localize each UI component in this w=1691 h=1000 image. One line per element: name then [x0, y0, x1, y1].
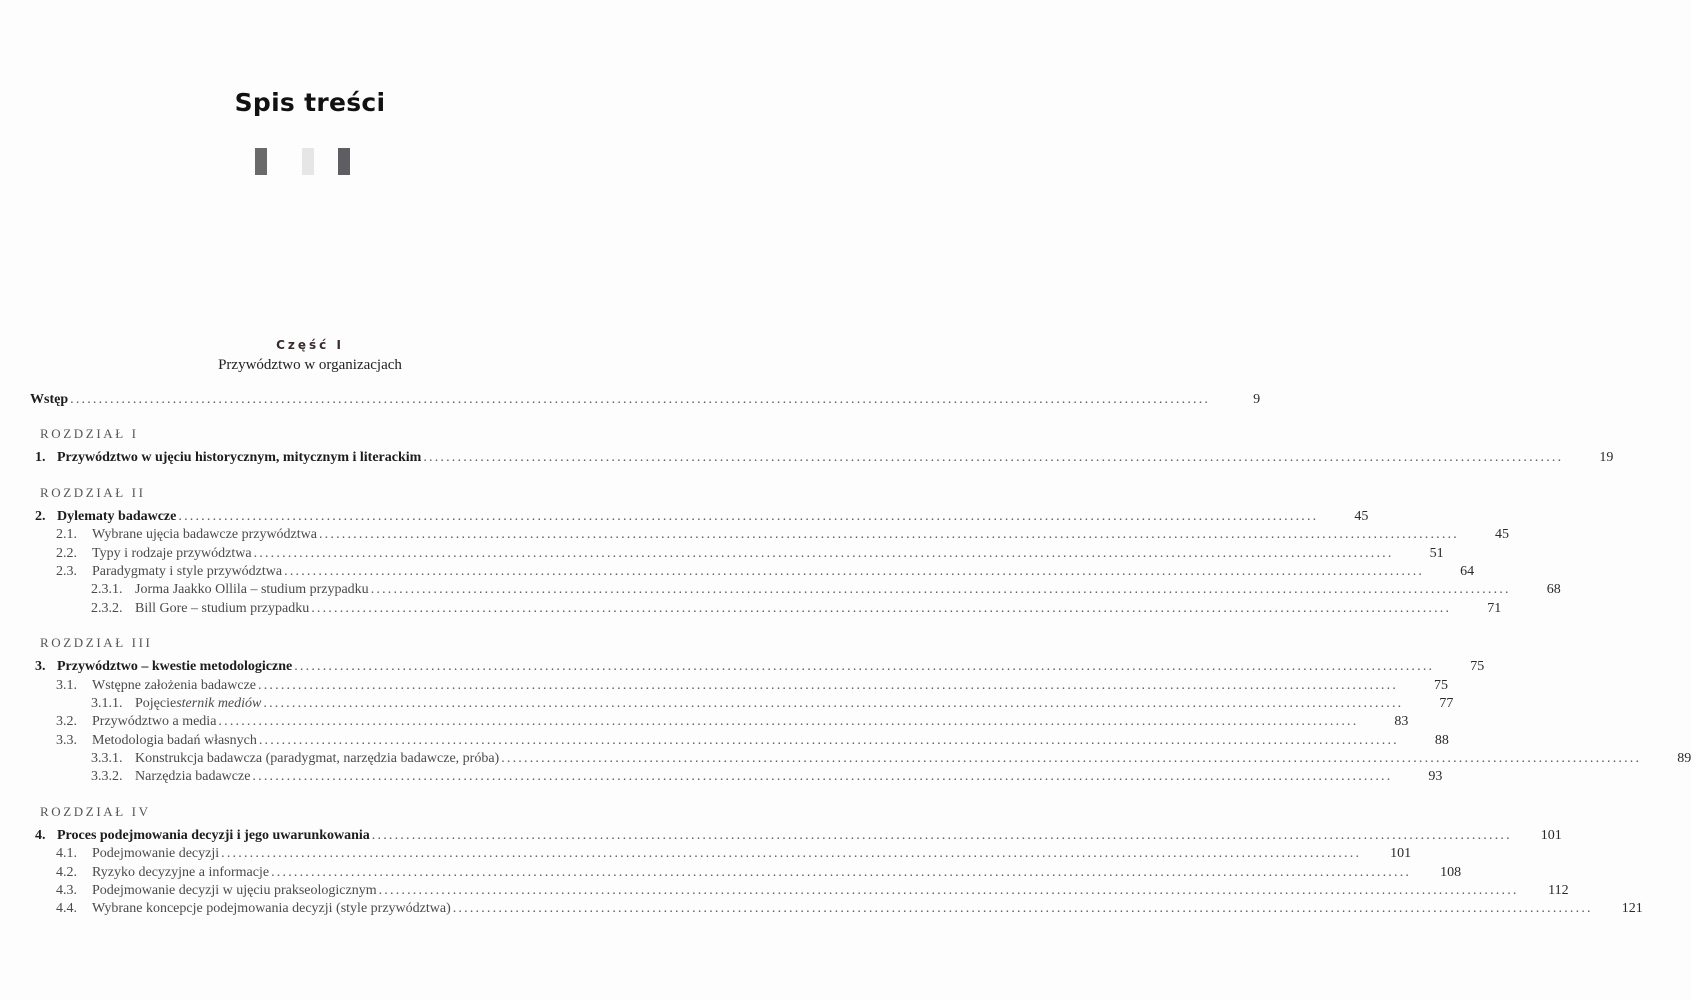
entry-title: Ryzyko decyzyjne a informacje [92, 864, 270, 880]
dot-leader: ........................................................................................................................................................................................................ [221, 846, 1362, 862]
entry-title: Jorma Jaakko Ollila – studium przypadku [135, 582, 369, 598]
chapter-heading: ROZDZIAŁ III [40, 635, 153, 651]
entry-number: 3.1. [56, 677, 77, 693]
entry-number: 2.2. [56, 545, 77, 561]
page-number: 93 [1428, 769, 1443, 785]
page-number: 101 [1540, 827, 1562, 843]
page-number: 112 [1548, 883, 1569, 899]
entry-number: 4. [35, 827, 46, 843]
dot-leader: ........................................................................................................................................................................................................ [271, 864, 1412, 880]
page-number: 68 [1546, 582, 1561, 598]
dot-leader: ........................................................................................................................................................................................................ [452, 901, 1593, 917]
entry-number: 3. [35, 659, 46, 675]
page-number: 108 [1440, 864, 1462, 880]
entry-number: 3.3.2. [91, 769, 123, 785]
page-number: 75 [1470, 659, 1485, 675]
toc-entry[interactable] [30, 563, 1475, 581]
dot-leader: ........................................................................................................................................................................................................ [501, 751, 1642, 767]
dot-leader: ........................................................................................................................................................................................................ [378, 883, 1519, 899]
dot-leader: ........................................................................................................................................................................................................ [258, 677, 1399, 693]
table-of-contents [30, 391, 1691, 919]
dot-leader: ........................................................................................................................................................................................................ [253, 545, 1394, 561]
entry-number: 3.3. [56, 732, 77, 748]
toc-entry[interactable] [30, 600, 1502, 618]
entry-number: 4.2. [56, 864, 77, 880]
entry-number: 2.1. [56, 527, 77, 543]
entry-title: Podejmowanie decyzji w ujęciu prakseologicznym [92, 883, 377, 899]
page-number: 83 [1394, 714, 1409, 730]
page-number: 121 [1621, 901, 1643, 917]
entry-title: Pojęcie [135, 695, 177, 711]
entry-number: 4.1. [56, 846, 77, 862]
dot-leader: ........................................................................................................................................................................................................ [311, 600, 1452, 616]
entry-title: Narzędzia badawcze [135, 769, 251, 785]
entry-title: Przywództwo a media [92, 714, 217, 730]
page-number: 9 [1253, 392, 1261, 407]
entry-title: Przywództwo w ujęciu historycznym, mitycznym i literackim [57, 450, 422, 466]
entry-title: Podejmowanie decyzji [92, 846, 220, 862]
dot-leader: ........................................................................................................................................................................................................ [284, 563, 1425, 579]
dot-leader: ........................................................................................................................................................................................................ [371, 827, 1512, 843]
entry-number: 2.3. [56, 563, 77, 579]
entry-title: Metodologia badań własnych [92, 732, 257, 748]
toc-entry[interactable] [30, 713, 1409, 731]
decorative-block [338, 148, 350, 175]
chapter-heading: ROZDZIAŁ I [40, 426, 139, 442]
dot-leader: ........................................................................................................................................................................................................ [370, 582, 1511, 598]
entry-title: Wybrane ujęcia badawcze przywództwa [92, 527, 317, 543]
entry-title: Konstrukcja badawcza (paradygmat, narzędzia badawcze, próba) [135, 751, 500, 767]
entry-title: Dylematy badawcze [57, 508, 177, 524]
entry-number: 3.2. [56, 714, 77, 730]
page-number: 89 [1677, 751, 1691, 767]
part-subtitle: Przywództwo w organizacjach [218, 357, 402, 373]
entry-number: 4.3. [56, 883, 77, 899]
page-number: 88 [1434, 732, 1449, 748]
toc-entry[interactable] [30, 750, 1691, 768]
entry-title: Wybrane koncepcje podejmowania decyzji (style przywództwa) [92, 901, 451, 917]
entry-number: 1. [35, 450, 46, 466]
toc-entry[interactable] [30, 508, 1369, 526]
dot-leader: ........................................................................................................................................................................................................ [263, 695, 1404, 711]
toc-entry[interactable] [30, 732, 1449, 750]
dot-leader: ........................................................................................................................................................................................................ [294, 659, 1435, 675]
dot-leader: ........................................................................................................................................................................................................ [252, 769, 1393, 785]
toc-entry[interactable] [30, 768, 1443, 786]
entry-number: 4.4. [56, 901, 77, 917]
page-number: 101 [1390, 846, 1412, 862]
page-title: Spis treści [234, 88, 386, 117]
decorative-block [255, 148, 267, 175]
page-number: 51 [1429, 545, 1444, 561]
toc-entry[interactable] [30, 864, 1462, 882]
toc-entry[interactable] [30, 658, 1485, 676]
part-label: Część I [276, 338, 344, 352]
entry-number: 2. [35, 508, 46, 524]
entry-number: 3.3.1. [91, 751, 123, 767]
page-number: 75 [1434, 677, 1449, 693]
dot-leader: ........................................................................................................................................................................................................ [423, 450, 1564, 466]
entry-title: Bill Gore – studium przypadku [135, 600, 310, 616]
entry-title: Paradygmaty i style przywództwa [92, 563, 283, 579]
dot-leader: ........................................................................................................................................................................................................ [258, 732, 1399, 748]
toc-entry[interactable] [30, 827, 1562, 845]
toc-entry[interactable] [30, 900, 1643, 918]
decorative-block [302, 148, 314, 175]
toc-entry-intro[interactable] [30, 391, 1261, 409]
page-number: 64 [1460, 563, 1475, 579]
entry-title: Wstępne założenia badawcze [92, 677, 257, 693]
toc-entry[interactable] [30, 449, 1614, 467]
toc-entry[interactable] [30, 882, 1569, 900]
chapter-heading: ROZDZIAŁ II [40, 484, 146, 500]
toc-entry[interactable] [30, 695, 1454, 713]
entry-title: Proces podejmowania decyzji i jego uwarunkowania [57, 827, 370, 843]
page-number: 45 [1494, 527, 1509, 543]
entry-number: 2.3.2. [91, 600, 123, 616]
toc-entry[interactable] [30, 845, 1412, 863]
toc-entry[interactable] [30, 526, 1509, 544]
entry-title: Wstęp [30, 392, 69, 407]
entry-title: Przywództwo – kwestie metodologiczne [57, 659, 293, 675]
entry-number: 2.3.1. [91, 582, 123, 598]
page-number: 71 [1487, 600, 1502, 616]
toc-entry[interactable] [30, 581, 1561, 599]
dot-leader: ........................................................................................................................................................................................................ [70, 392, 1211, 407]
entry-title: Typy i rodzaje przywództwa [92, 545, 252, 561]
page-number: 19 [1599, 450, 1614, 466]
page-number: 77 [1439, 695, 1454, 711]
toc-entry[interactable] [30, 677, 1449, 695]
dot-leader: ........................................................................................................................................................................................................ [318, 527, 1459, 543]
dot-leader: ........................................................................................................................................................................................................ [218, 714, 1359, 730]
entry-number: 3.1.1. [91, 695, 123, 711]
dot-leader: ........................................................................................................................................................................................................ [178, 508, 1319, 524]
page-number: 45 [1354, 508, 1369, 524]
chapter-heading: ROZDZIAŁ IV [40, 803, 151, 819]
entry-title-italic: sternik mediów [176, 695, 262, 711]
toc-entry[interactable] [30, 545, 1444, 563]
